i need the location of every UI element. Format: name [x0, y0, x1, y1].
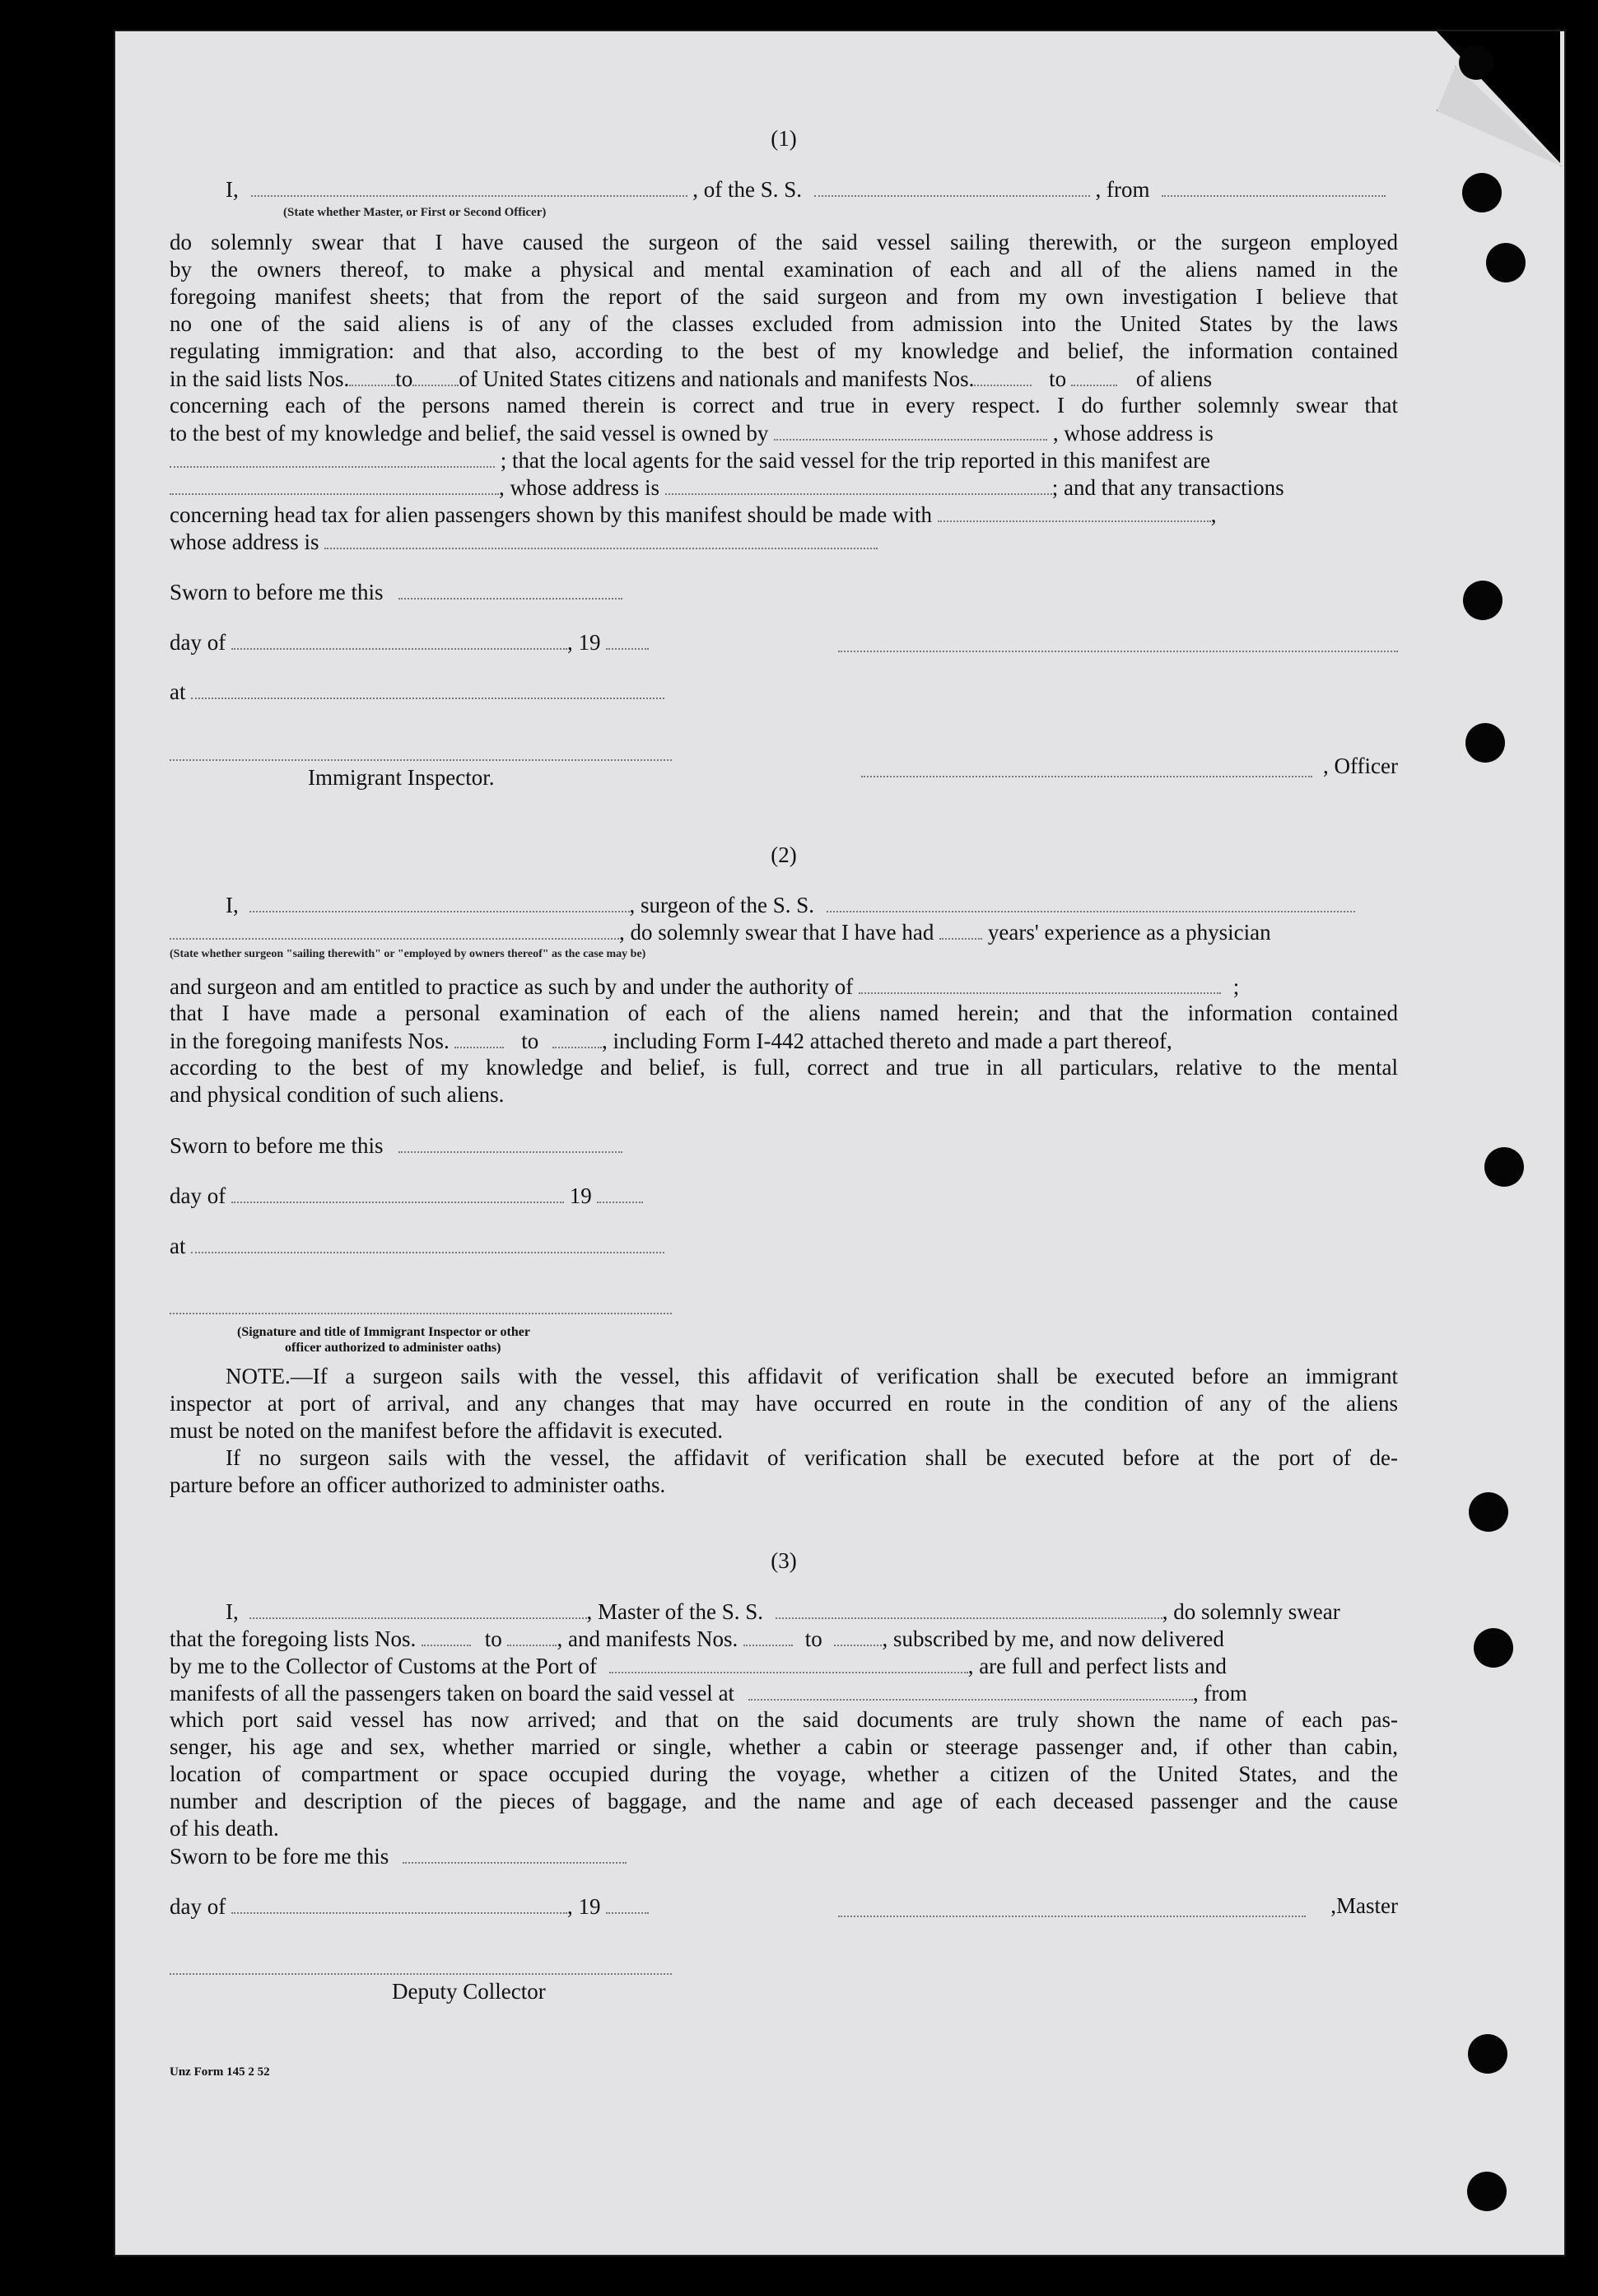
section-1-list-numbers-line: [170, 365, 1398, 393]
authority-label: and surgeon and am entitled to practice as such by and under the authority of: [170, 974, 854, 999]
surgeon-note: (State whether surgeon "sailing therewith" or "employed by owners thereof" as the case may be): [170, 948, 646, 960]
at-label: at: [170, 1234, 186, 1258]
at-place-field[interactable]: [191, 678, 664, 699]
section-2-authority-line: [170, 973, 1398, 1001]
to-label: to: [521, 1029, 539, 1053]
section-1-text-line: regulating immigration: and that also, according to the best of my knowledge and belief, the information contained: [170, 338, 1398, 363]
comma: ,: [1210, 502, 1217, 527]
master-label-row: [170, 1892, 1398, 1920]
section-1-text-line: concerning each of the persons named therein is correct and true in every respect. I do further solemnly swear that: [170, 393, 1398, 418]
to-label: to: [395, 366, 413, 391]
note-text-line: must be noted on the manifest before the affidavit is executed.: [170, 1418, 724, 1443]
punch-hole: [1465, 723, 1505, 763]
sworn-date-field[interactable]: [403, 1842, 627, 1864]
section-3-master-line: [170, 1598, 1398, 1626]
manifests-nos-label: in the foregoing manifests Nos.: [170, 1029, 450, 1053]
form-identifier: Unz Form 145 2 52: [170, 2065, 270, 2079]
port-field[interactable]: [609, 1652, 968, 1673]
punch-hole: [1463, 581, 1502, 620]
punch-hole: [1467, 2172, 1507, 2211]
punch-hole: [1474, 1628, 1513, 1668]
to-label: to: [1049, 366, 1067, 391]
manifests-to-field[interactable]: [834, 1625, 882, 1646]
note-text-line: inspector at port of arrival, and any changes that may have occurred en route in the condition of any of the aliens: [170, 1391, 1398, 1416]
surgeon-vessel-field[interactable]: [827, 891, 1355, 912]
section-2-manifests-line: [170, 1027, 1398, 1055]
full-lists-label: , are full and perfect lists and: [967, 1654, 1227, 1678]
head-tax-address-label: whose address is: [170, 530, 319, 554]
manifests-to-field[interactable]: [552, 1027, 602, 1048]
year-field[interactable]: [597, 1182, 643, 1203]
punch-hole: [1462, 173, 1502, 212]
sworn-label: Sworn to before me this: [170, 1133, 384, 1158]
deputy-collector-signature-line[interactable]: [170, 1973, 672, 1975]
head-tax-address-field[interactable]: [324, 528, 878, 549]
section-2-experience-line: [170, 918, 1398, 946]
section-3-text-line: senger, his age and sex, whether married or single, whether a cabin or steerage passenger and, if other than cabin,: [170, 1734, 1398, 1759]
day-of-label: day of: [170, 1894, 226, 1919]
note-text-line: parture before an officer authorized to administer oaths.: [170, 1472, 666, 1497]
to-label: to: [484, 1626, 502, 1651]
master-label: ,Master: [1330, 1893, 1398, 1918]
delivered-label: , subscribed by me, and now delivered: [882, 1626, 1224, 1651]
day-of-field[interactable]: [231, 628, 567, 650]
section-1-agent-address-line: [170, 474, 1398, 502]
sworn-date-field[interactable]: [398, 1132, 622, 1153]
signature-note-line-2: officer authorized to administer oaths): [285, 1341, 501, 1355]
from-port-field[interactable]: [1162, 175, 1386, 197]
officer-label: , Officer: [1323, 754, 1398, 778]
of-aliens-label: of aliens: [1135, 366, 1213, 391]
section-1-text-line: by the owners thereof, to make a physical and mental examination of each and all of the aliens named in the: [170, 257, 1398, 282]
punch-hole: [1459, 45, 1493, 80]
section-1-text-line: do solemnly swear that I have caused the surgeon of the said vessel sailing therewith, or the surgeon employed: [170, 230, 1398, 254]
section-2-day-line: [170, 1182, 1398, 1210]
section-1-text-line: no one of the said aliens is of any of the classes excluded from admission into the United States by the laws: [170, 311, 1398, 336]
section-1-owner-line: [170, 419, 1398, 447]
lists-from-field[interactable]: [349, 365, 395, 386]
lists-from-field[interactable]: [422, 1625, 471, 1646]
lists-nos-label: that the foregoing lists Nos.: [170, 1626, 417, 1651]
punch-hole: [1468, 2034, 1507, 2074]
section-1-oath-line: [170, 175, 1398, 203]
master-name-field[interactable]: [249, 1598, 587, 1619]
section-3-text-line: which port said vessel has now arrived; and that on the said documents are truly shown the name of each pas-: [170, 1707, 1398, 1732]
officer-name-field[interactable]: [251, 175, 687, 197]
from-label: , from: [1192, 1681, 1247, 1706]
year-field[interactable]: [606, 628, 649, 650]
punch-hole: [1484, 1147, 1524, 1187]
section-3-sworn-line: [170, 1842, 1398, 1870]
semicolon: ;: [1232, 974, 1240, 999]
agent-address-field[interactable]: [665, 474, 1052, 495]
sworn-label: Sworn to be fore me this: [170, 1844, 389, 1869]
manifests-to-field[interactable]: [1071, 365, 1117, 386]
to-label: to: [804, 1626, 822, 1651]
section-3-boarded-line: [170, 1679, 1398, 1707]
signature-note-line-1: (Signature and title of Immigrant Inspector or other: [237, 1325, 530, 1339]
section-1-text-line: foregoing manifest sheets; that from the report of the said surgeon and from my own investigation I believe that: [170, 284, 1398, 309]
deputy-collector-row: [170, 1978, 1398, 2005]
manifests-from-field[interactable]: [454, 1027, 504, 1048]
punch-hole: [1486, 243, 1526, 282]
agent-address-label: , whose address is: [499, 475, 659, 500]
section-2-surgeon-line: [170, 891, 1398, 919]
boarded-at-field[interactable]: [748, 1679, 1193, 1701]
year-label: , 19: [566, 630, 601, 655]
section-1-head-tax-line: [170, 501, 1398, 529]
port-label: by me to the Collector of Customs at the Port of: [170, 1654, 597, 1678]
day-of-label: day of: [170, 1183, 226, 1208]
section-2-text-line: and physical condition of such aliens.: [170, 1082, 505, 1107]
solemnly-swear-label: , do solemnly swear: [1162, 1599, 1340, 1624]
owner-address-label: , whose address is: [1052, 421, 1214, 446]
form-i442-label: , including Form I-442 attached thereto and made a part thereof,: [601, 1029, 1172, 1053]
head-tax-contact-field[interactable]: [938, 501, 1211, 522]
deputy-collector-label: Deputy Collector: [392, 1979, 546, 2004]
section-2-text-line: according to the best of my knowledge and belief, is full, correct and true in all particulars, relative to the mental: [170, 1055, 1398, 1080]
experience-label: , do solemnly swear that I have had: [619, 920, 934, 945]
section-1-agents-line: [170, 446, 1398, 474]
section-1-at-line: [170, 678, 1398, 706]
section-1-sworn-line: [170, 578, 1398, 606]
oath-i-label: I,: [226, 893, 239, 917]
boarded-at-label: manifests of all the passengers taken on board the said vessel at: [170, 1681, 735, 1706]
of-ss-label: , of the S. S.: [692, 177, 803, 202]
section-3-number: (3): [771, 1548, 797, 1573]
section-2-number: (2): [771, 842, 797, 867]
citizens-manifests-label: of United States citizens and nationals and manifests Nos.: [459, 366, 975, 391]
section-2-sworn-line: [170, 1132, 1398, 1160]
owner-address-field[interactable]: [170, 446, 495, 468]
officer-label-row: [170, 753, 1398, 780]
surgeon-name-field[interactable]: [249, 891, 630, 912]
physician-label: years' experience as a physician: [987, 920, 1271, 945]
section-3-text-line: number and description of the pieces of baggage, and the name and age of each deceased passenger and the cause: [170, 1789, 1398, 1813]
at-place-field[interactable]: [191, 1232, 664, 1253]
section-2-text-line: that I have made a personal examination of each of the aliens named herein; and that the information contained: [170, 1001, 1398, 1025]
authority-field[interactable]: [859, 973, 1221, 994]
inspector-signature-line[interactable]: [170, 1313, 672, 1314]
section-3-text-line: location of compartment or space occupied during the voyage, whether a citizen of the United States, and the: [170, 1762, 1398, 1786]
note-text-line: NOTE.—If a surgeon sails with the vessel, this affidavit of verification shall be executed before an immigrant: [226, 1364, 1398, 1388]
sworn-label: Sworn to before me this: [170, 580, 384, 604]
head-tax-label: concerning head tax for alien passengers shown by this manifest should be made with: [170, 502, 933, 527]
oath-i-label: I,: [226, 1599, 239, 1624]
section-1-head-tax-address-line: [170, 528, 1398, 556]
day-of-label: day of: [170, 630, 226, 655]
surgeon-status-field[interactable]: [170, 918, 619, 940]
at-label: at: [170, 679, 186, 704]
manifests-from-field[interactable]: [974, 365, 1032, 386]
punch-hole: [1469, 1492, 1508, 1532]
year-label: 19: [569, 1183, 592, 1208]
manifests-nos-label: , and manifests Nos.: [557, 1626, 738, 1651]
lists-to-field[interactable]: [412, 365, 459, 386]
master-vessel-field[interactable]: [776, 1598, 1162, 1619]
sworn-date-field[interactable]: [398, 578, 622, 600]
day-of-field[interactable]: [231, 1182, 564, 1203]
from-label: , from: [1095, 177, 1150, 202]
master-of-ss-label: , Master of the S. S.: [586, 1599, 763, 1624]
years-experience-field[interactable]: [939, 918, 982, 940]
officer-signature-line[interactable]: [838, 651, 1398, 652]
vessel-name-field[interactable]: [814, 175, 1090, 197]
transactions-label: ; and that any transactions: [1051, 475, 1284, 500]
manifests-from-field[interactable]: [743, 1625, 793, 1646]
oath-i-label: I,: [226, 177, 239, 202]
lists-to-field[interactable]: [507, 1625, 557, 1646]
section-3-lists-line: [170, 1625, 1398, 1653]
section-3-port-line: [170, 1652, 1398, 1680]
year-label: , 19: [566, 1894, 601, 1919]
master-note: (State whether Master, or First or Second Officer): [283, 206, 547, 219]
owned-by-label: to the best of my knowledge and belief, the said vessel is owned by: [170, 421, 769, 446]
immigrant-inspector-label: Immigrant Inspector.: [308, 765, 495, 790]
owner-field[interactable]: [774, 419, 1047, 441]
local-agents-label: ; that the local agents for the said vessel for the trip reported in this manifest are: [500, 448, 1210, 473]
local-agents-field[interactable]: [170, 474, 499, 495]
note-text-line: If no surgeon sails with the vessel, the affidavit of verification shall be executed before at the port of de-: [226, 1445, 1398, 1470]
section-2-at-line: [170, 1232, 1398, 1260]
section-1-number: (1): [771, 126, 797, 151]
surgeon-of-ss-label: , surgeon of the S. S.: [629, 893, 815, 917]
section-3-text-line: of his death.: [170, 1816, 279, 1841]
lists-nos-label: in the said lists Nos.: [170, 366, 350, 391]
